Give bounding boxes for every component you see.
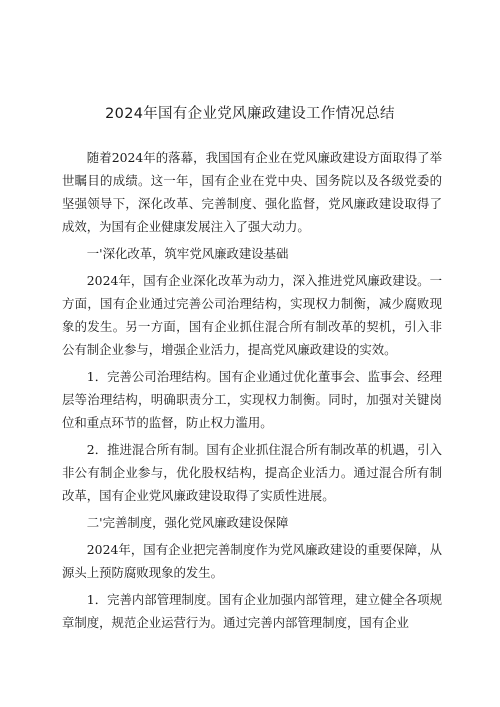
paragraph-intro: 随着2024年的落幕，我国国有企业在党风廉政建设方面取得了举世瞩目的成绩。这一年，国有企业在党中央、国务院以及各级党委的坚强领导下，深化改革、完善制度、强化监督，党风廉政建设取得了成效，为国有企业健康发展注入了强大动力。 xyxy=(62,150,442,234)
paragraph-section1: 2024年，国有企业深化改革为动力，深入推进党风廉政建设。一方面，国有企业通过完善公司治理结构，实现权力制衡，减少腐败现象的发生。另一方面，国有企业抓住混合所有制改革的契机，引入非公有制企业参与，增强企业活力，提高党风廉政建设的实效。 xyxy=(62,273,442,357)
document-title: 2024年国有企业党风廉政建设工作情况总结 xyxy=(105,106,395,122)
paragraph-item-1-1: 1．完善公司治理结构。国有企业通过优化董事会、监事会、经理层等治理结构，明确职责分工，实现权力制衡。同时，加强对关键岗位和重点环节的监督，防止权力滥用。 xyxy=(62,369,442,430)
section-heading-1: 一'深化改革，筑牢党风廉政建设基础 xyxy=(86,246,289,261)
document-body xyxy=(62,146,442,638)
paragraph-section2: 2024年，国有企业把完善制度作为党风廉政建设的重要保障，从源头上预防腐败现象的发生。 xyxy=(62,542,442,580)
paragraph-item-1-2: 2．推进混合所有制。国有企业抓住混合所有制改革的机遇，引入非公有制企业参与，优化股权结构，提高企业活力。通过混合所有制改革，国有企业党风廉政建设取得了实质性进展。 xyxy=(62,442,442,503)
paragraph-item-2-1: 1．完善内部管理制度。国有企业加强内部管理，建立健全各项规章制度，规范企业运营行为。通过完善内部管理制度，国有企业 xyxy=(62,592,442,630)
section-heading-2: 二'完善制度，强化党风廉政建设保障 xyxy=(86,515,289,530)
